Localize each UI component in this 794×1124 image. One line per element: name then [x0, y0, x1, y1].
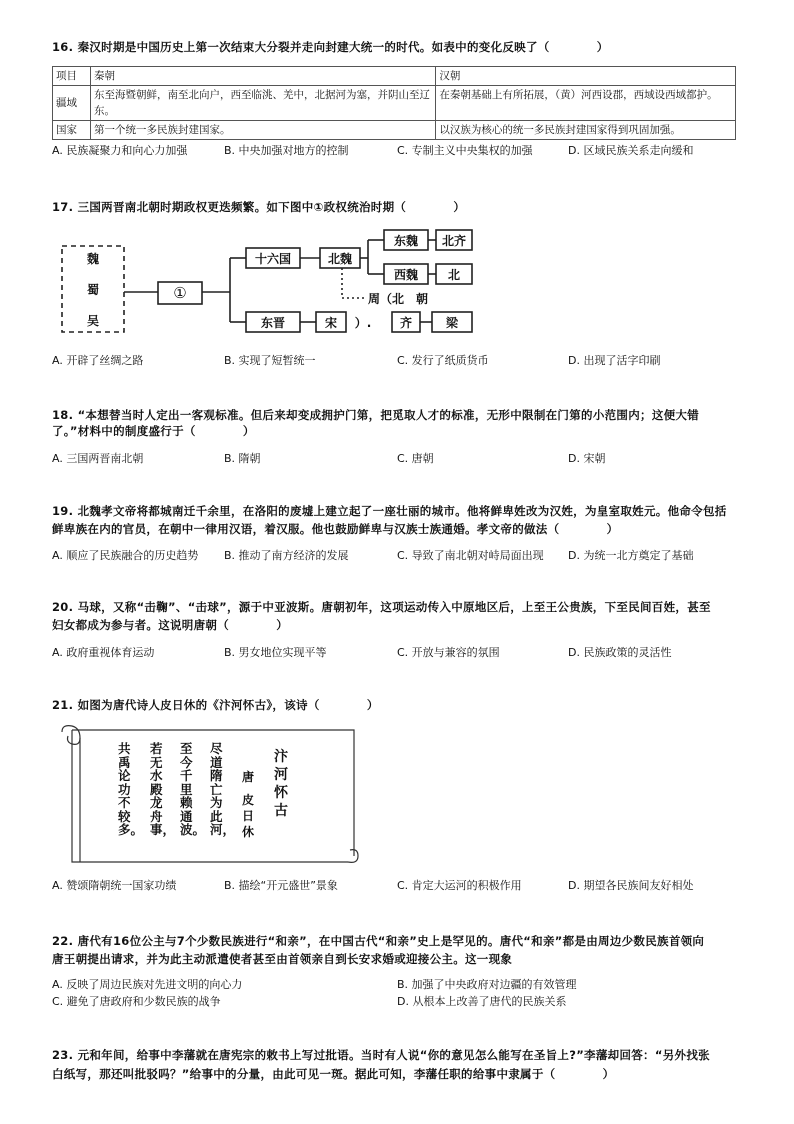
option-b[interactable]: B. 实现了短暂统一 — [224, 354, 316, 367]
option-c[interactable]: C. 开放与兼容的氛围 — [397, 646, 500, 659]
option-b[interactable]: B. 加强了中央政府对边疆的有效管理 — [397, 978, 577, 991]
q16-stem: 16. 秦汉时期是中国历史上第一次结束大分裂并走向封建大统一的时代。如表中的变化反映了（ ） — [52, 40, 609, 54]
q18-options — [52, 450, 742, 468]
poem-title: 汴河怀古 — [274, 749, 288, 819]
option-d[interactable]: D. 出现了活字印刷 — [568, 354, 661, 367]
option-a[interactable]: A. 赞颂隋朝统一国家功绩 — [52, 879, 177, 892]
node-qi: 齐 — [399, 316, 413, 330]
table-cell: 以汉族为核心的统一多民族封建国家得到巩固加强。 — [436, 121, 736, 140]
q23-stem-line1: 23. 元和年间，给事中李藩就在唐宪宗的敕书上写过批语。当时有人说“你的意见怎么能写在圣旨上?”李藩却回答：“另外找张 — [52, 1048, 710, 1062]
q20-stem-line1: 20. 马球，又称“击鞠”、“击球”，源于中亚波斯。唐朝初年，这项运动传入中原地区后，上至王公贵族，下至民间百姓，甚至 — [52, 600, 711, 614]
table-cell: 秦朝 — [90, 67, 435, 86]
node-east-wei: 东魏 — [393, 234, 419, 248]
option-d[interactable]: D. 区域民族关系走向缓和 — [568, 144, 694, 157]
poem-line-1: 尽道隋亡为此河， — [210, 741, 236, 837]
q22-stem-line1: 22. 唐代有16位公主与7个少数民族进行“和亲”，在中国古代“和亲”史上是罕见的。唐代“和亲”都是由周边少数民族首领向 — [52, 934, 705, 948]
q19-options — [52, 547, 742, 565]
table-row — [53, 121, 736, 140]
table-cell: 东至海暨朝鲜，南至北向户，西至临洮、羌中，北据河为塞，并阴山至辽东。 — [90, 86, 435, 121]
q19-stem-line1: 19. 北魏孝文帝将都城南迁千余里，在洛阳的废墟上建立起了一座壮丽的城市。他将鲜卑姓改为汉姓，为皇室取姓元。他命令包括 — [52, 504, 727, 518]
table-cell: 汉朝 — [436, 67, 736, 86]
poem-line-4: 共禹论功不较多。 — [118, 741, 144, 837]
node-dots: ）. — [354, 316, 384, 330]
option-d[interactable]: D. 宋朝 — [568, 452, 606, 465]
q18-stem-line1: 18. “本想替当时人定出一客观标准。但后来却变成拥护门第，把觅取人才的标准，无形中限制在门第的小范围内；这便大错 — [52, 408, 700, 422]
q22-stem-line2: 唐王朝提出请求，并为此主动派遣使者甚至由首领亲自到长安求婚或迎接公主。这一现象 — [52, 952, 513, 966]
node-west-wei: 西魏 — [393, 268, 419, 282]
poem-line-2: 至今千里赖通波。 — [180, 741, 206, 837]
table-cell: 国家 — [53, 121, 91, 140]
table-cell: 项目 — [53, 67, 91, 86]
option-a[interactable]: A. 三国两晋南北朝 — [52, 452, 144, 465]
q17-options — [52, 352, 742, 370]
node-sixteen-kingdoms: 十六国 — [254, 252, 292, 266]
node-circle-1: ① — [173, 284, 187, 302]
node-wei: 魏 — [86, 252, 100, 266]
option-c[interactable]: C. 避免了唐政府和少数民族的战争 — [52, 995, 221, 1008]
option-d[interactable]: D. 为统一北方奠定了基础 — [568, 549, 694, 562]
q20-options — [52, 644, 742, 662]
option-a[interactable]: A. 顺应了民族融合的历史趋势 — [52, 549, 199, 562]
node-wu: 吴 — [86, 314, 100, 328]
node-north-wei: 北魏 — [327, 252, 353, 266]
q19-stem-line2: 鲜卑族在内的官员，在朝中一律用汉语，着汉服。他也鼓励鲜卑与汉族士族通婚。孝文帝的做法（ ） — [52, 522, 619, 536]
poem-body — [118, 742, 318, 842]
table-row — [53, 67, 736, 86]
option-b[interactable]: B. 推动了南方经济的发展 — [224, 549, 349, 562]
table-cell: 疆域 — [53, 86, 91, 121]
option-c[interactable]: C. 专制主义中央集权的加强 — [397, 144, 533, 157]
poem-dynasty: 唐 — [242, 770, 255, 784]
option-b[interactable]: B. 隋朝 — [224, 452, 261, 465]
q17-stem: 17. 三国两晋南北朝时期政权更迭频繁。如下图中①政权统治时期（ ） — [52, 200, 466, 214]
q21-options — [52, 877, 742, 895]
option-d[interactable]: D. 民族政策的灵活性 — [568, 646, 672, 659]
option-a[interactable]: A. 政府重视体育运动 — [52, 646, 155, 659]
node-north-zhou: 周（北 朝 — [368, 292, 429, 306]
option-c[interactable]: C. 唐朝 — [397, 452, 434, 465]
option-c[interactable]: C. 发行了纸质货币 — [397, 354, 489, 367]
q20-stem-line2: 妇女都成为参与者。这说明唐朝（ ） — [52, 618, 288, 632]
node-shu: 蜀 — [86, 283, 100, 297]
option-b[interactable]: B. 中央加强对地方的控制 — [224, 144, 349, 157]
poem-author: 皮日休 — [242, 793, 255, 839]
node-liang: 梁 — [445, 316, 459, 330]
node-east-jin: 东晋 — [260, 316, 286, 330]
node-north-zhou-partial: 北 — [447, 268, 461, 282]
option-b[interactable]: B. 男女地位实现平等 — [224, 646, 327, 659]
option-b[interactable]: B. 描绘“开元盛世”景象 — [224, 879, 338, 892]
q21-stem: 21. 如图为唐代诗人皮日休的《汴河怀古》，该诗（ ） — [52, 698, 379, 712]
q18-stem-line2: 了。”材料中的制度盛行于（ ） — [52, 424, 255, 438]
node-song: 宋 — [324, 316, 338, 330]
q23-stem-line2: 白纸写，那还叫批驳吗？”给事中的分量，由此可见一斑。据此可知，李藩任职的给事中隶属于（ ） — [52, 1067, 615, 1081]
node-north-qi: 北齐 — [441, 234, 467, 248]
option-a[interactable]: A. 开辟了丝绸之路 — [52, 354, 144, 367]
table-cell: 第一个统一多民族封建国家。 — [90, 121, 435, 140]
q16-table — [52, 66, 736, 140]
option-c[interactable]: C. 导致了南北朝对峙局面出现 — [397, 549, 544, 562]
option-a[interactable]: A. 民族凝聚力和向心力加强 — [52, 144, 188, 157]
option-d[interactable]: D. 从根本上改善了唐代的民族关系 — [397, 995, 567, 1008]
option-c[interactable]: C. 肯定大运河的积极作用 — [397, 879, 522, 892]
option-a[interactable]: A. 反映了周边民族对先进文明的向心力 — [52, 978, 243, 991]
table-row — [53, 86, 736, 121]
q17-regime-diagram — [52, 226, 482, 338]
option-d[interactable]: D. 期望各民族间友好相处 — [568, 879, 694, 892]
poem-line-3: 若无水殿龙舟事， — [150, 741, 176, 837]
q16-options — [52, 142, 742, 160]
table-cell: 在秦朝基础上有所拓展，（黄）河西设郡，西域设西域都护。 — [436, 86, 736, 121]
